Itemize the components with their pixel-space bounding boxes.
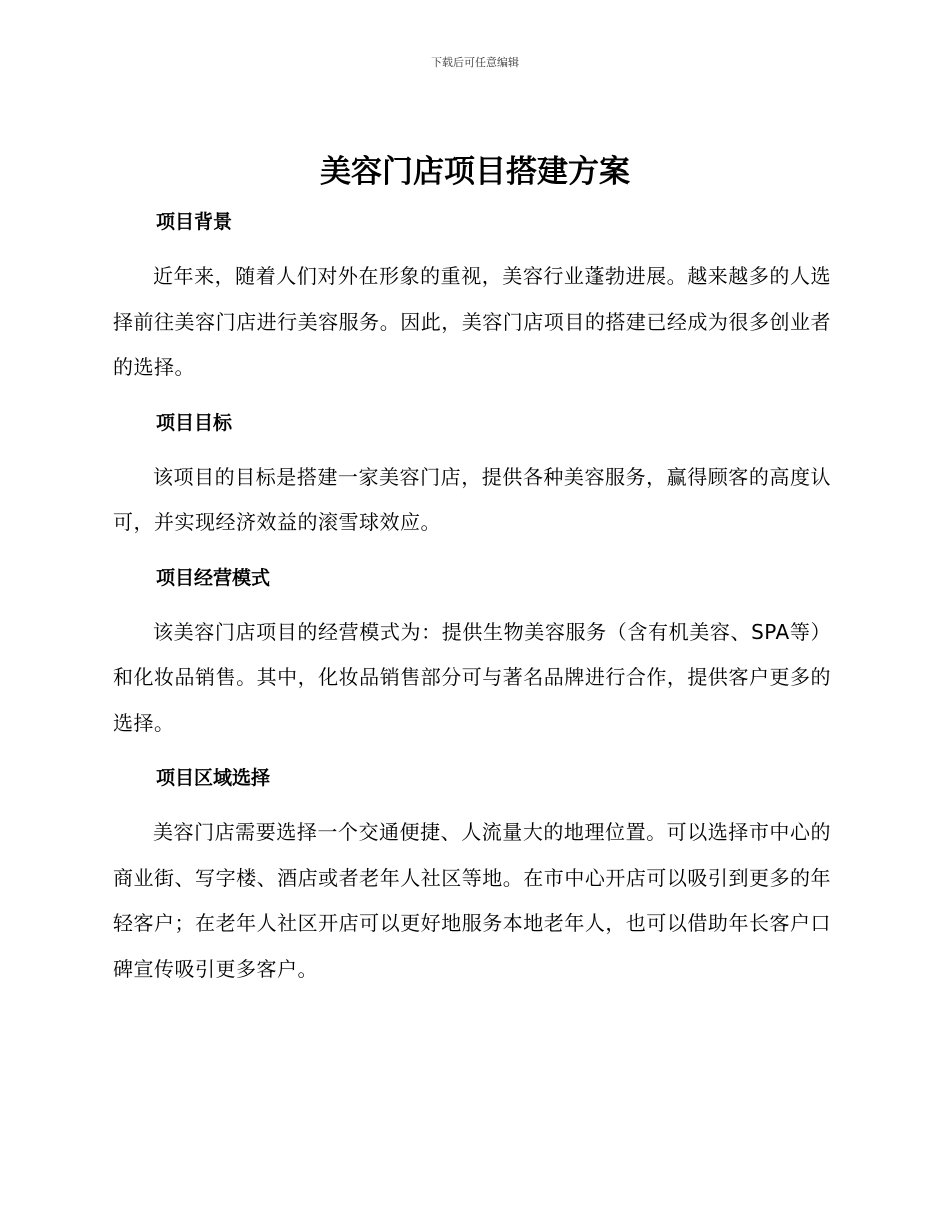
section-location (113, 756, 831, 992)
section-heading: 项目经营模式 (156, 566, 271, 589)
document-body (113, 200, 831, 992)
section-background (113, 200, 831, 401)
section-heading: 项目区域选择 (156, 767, 271, 789)
section-heading: 项目背景 (156, 211, 233, 233)
document-title: 美容门店项目搭建方案 (320, 154, 630, 190)
header-note: 下载后可任意编辑 (431, 56, 519, 69)
section-goal (113, 401, 831, 556)
section-heading: 项目目标 (156, 411, 233, 434)
section-paragraph: 该美容门店项目的经营模式为：提供生物美容服务（含有机美容、SPA等）和化妆品销售。其中，化妆品销售部分可与著名品牌进行合作，提供客户更多的选择。 (113, 619, 831, 735)
section-business-model (113, 556, 831, 757)
section-paragraph: 美容门店需要选择一个交通便捷、人流量大的地理位置。可以选择市中心的商业街、写字楼、酒店或者老年人社区等地。在市中心开店可以吸引到更多的年轻客户；在老年人社区开店可以更好地服务本地老年人，也可以借助年长客户口碑宣传吸引更多客户。 (113, 820, 831, 981)
section-paragraph: 该项目的目标是搭建一家美容门店，提供各种美容服务，赢得顾客的高度认可，并实现经济效益的滚雪球效应。 (113, 464, 831, 534)
section-paragraph: 近年来，随着人们对外在形象的重视，美容行业蓬勃进展。越来越多的人选择前往美容门店进行美容服务。因此，美容门店项目的搭建已经成为很多创业者的选择。 (113, 264, 831, 379)
